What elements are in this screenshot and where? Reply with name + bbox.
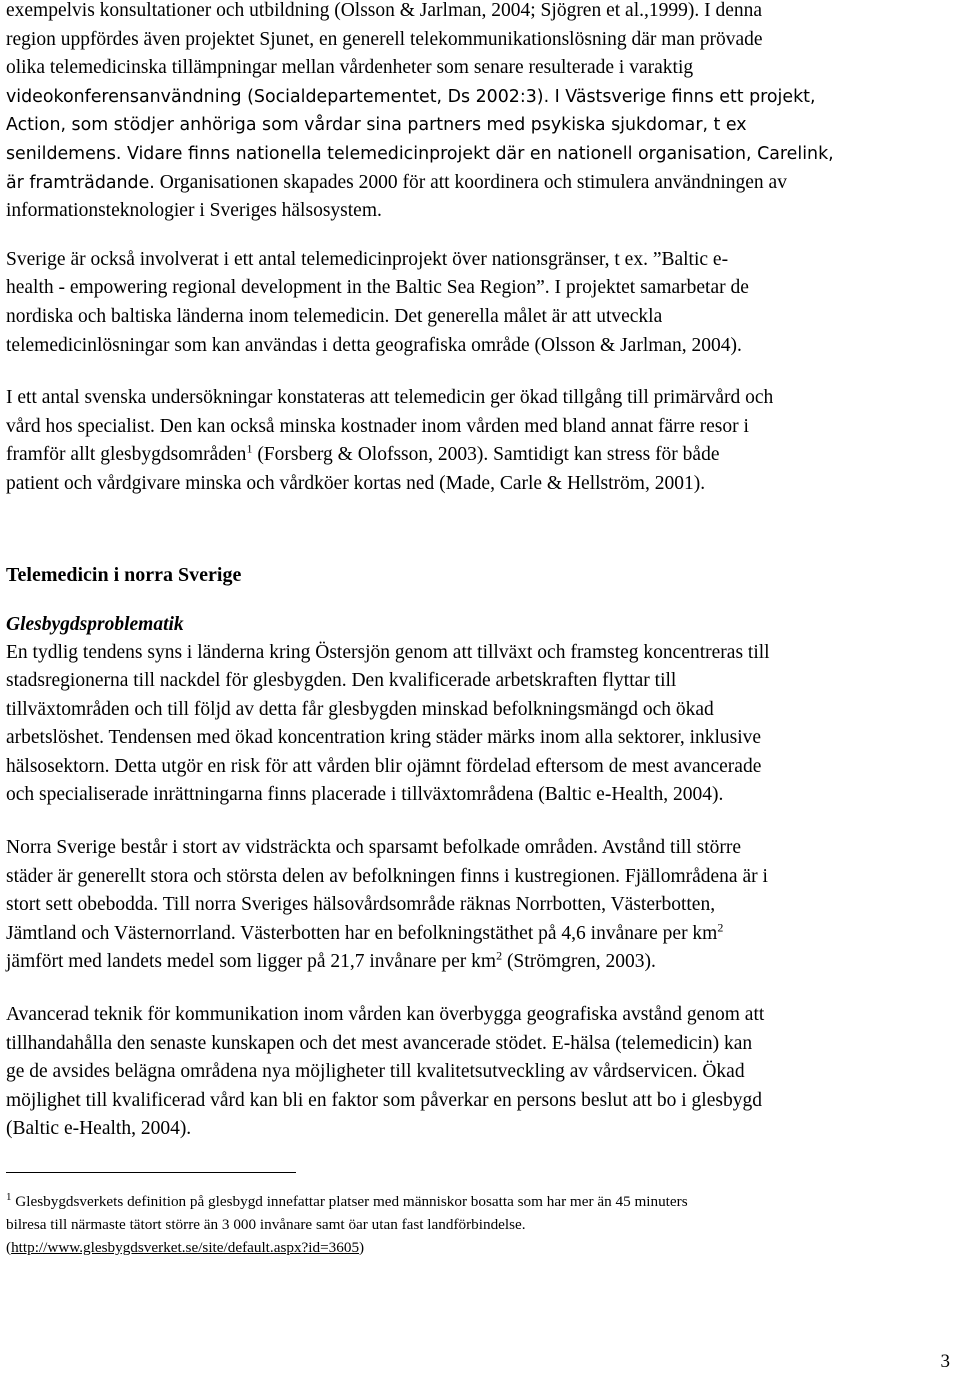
footnote-divider — [6, 1172, 296, 1173]
paragraph-northern-sweden-text-a: Norra Sverige består i stort av vidsträckta och sparsamt befolkade områden. Avstånd till större städer är generellt stora och största delen av befolkningen finns i kustregionen. Fjällområdena är i stort sett obebodda. Till norra Sveriges hälsovårdsområde räknas Norrbotten, Västerbotten, Jämtland och Västernorrland. Västerbotten har en befolkningstäthet på 4,6 invånare per km — [6, 837, 768, 944]
superscript-squared: 2 — [496, 948, 503, 963]
paragraph-surveys — [6, 384, 954, 498]
footnote — [6, 1190, 954, 1259]
footnote-close-paren: ) — [359, 1239, 365, 1256]
footnote-reference: 1 — [246, 441, 253, 456]
subsection-heading: Glesbygdsproblematik — [6, 613, 184, 635]
paragraph-tendency: En tydlig tendens syns i länderna kring Östersjön genom att tillväxt och framsteg koncentreras till stadsregionerna till nackdel för glesbygden. Den kvalificerade arbetskraften flyttar till tillväxtområden och till följd av detta får glesbygden minskad befolkningsmängd och ökad arbetslöshet. Tendensen med ökad koncentration kring städer märks inom alla sektorer, inklusive hälsosektorn. Detta utgör en risk för att vården blir ojämnt fördelad eftersom de mest avancerade och specialiserade inrättningarna finns placerade i tillväxtområdena (Baltic e-Health, 2004). — [6, 641, 770, 806]
paragraph-northern-sweden-text-b: jämfört med landets medel som ligger på 21,7 invånare per km — [6, 951, 497, 973]
paragraph-sjunet-text-c: Organisationen skapades 2000 för att koordinera och stimulera användningen av informationsteknologier i Sveriges hälsosystem. — [6, 171, 787, 222]
paragraph-sjunet-text-a: exempelvis konsultationer och utbildning (Olsson & Jarlman, 2004; Sjögren et al.,1999). I denna region uppfördes även projektet Sjunet, en generell telekommunikationslösning där man prövade olika telemedicinska tillämpningar mellan vårdenheter som senare resulterade i varaktig — [6, 0, 763, 79]
paragraph-northern-sweden — [6, 834, 954, 977]
paragraph-northern-sweden-text-c: (Strömgren, 2003). — [502, 951, 656, 973]
paragraph-surveys-text-a: I ett antal svenska undersökningar konstateras att telemedicin ger ökad tillgång till primärvård och vård hos specialist. Den kan också minska kostnader inom vården med bland annat färre resor i framför allt glesbygdsområden — [6, 387, 774, 466]
paragraph-advanced-technology: Avancerad teknik för kommunikation inom vården kan överbygga geografiska avstånd genom att tillhandahålla den senaste kunskapen och det mest avancerade stödet. E-hälsa (telemedicin) kan ge de avsides belägna områdena nya möjligheter till kvalitetsutveckling av vårdservicen. Ökad möjlighet till kvalificerad vård kan bli en faktor som påverkar en persons beslut att bo i glesbygd (Baltic e-Health, 2004). — [6, 1004, 765, 1140]
document-page — [6, 0, 954, 1372]
footnote-text: Glesbygdsverkets definition på glesbygd innefattar platser med människor bosatta som har mer än 45 minuters bilresa till närmaste tätort större än 3 000 invånare samt öar utan fast landförbindelse. ( — [6, 1193, 688, 1256]
page-number: 3 — [940, 1351, 950, 1372]
footnote-link[interactable]: http://www.glesbygdsverket.se/site/default.aspx?id=3605 — [11, 1239, 360, 1256]
paragraph-surveys-text-b: (Forsberg & Olofsson, 2003). Samtidigt kan stress för både patient och vårdgivare minska och vårdköer kortas ned (Made, Carle & Hellström, 2001). — [6, 444, 720, 494]
footnote-number: 1 — [6, 1190, 12, 1203]
paragraph-sjunet-text-b: videokonferensanvändning (Socialdepartementet, Ds 2002:3). I Västsverige finns ett projekt, Action, som stödjer anhöriga som vårdar sina partners med psykiska sjukdomar, t ex senildemens. Vidare finns nationella telemedicinprojekt där en nationell organisation, Carelink, är framträdande. — [6, 86, 834, 193]
paragraph-sjunet — [6, 0, 954, 226]
section-heading: Telemedicin i norra Sverige — [6, 563, 242, 586]
paragraph-baltic: Sverige är också involverat i ett antal telemedicinprojekt över nationsgränser, t ex. ”Baltic e- health - empowering regional development in the Baltic Sea Region”. I projektet samarbetar de nordiska och baltiska länderna inom telemedicin. Det generella målet är att utveckla telemedicinlösningar som kan användas i detta geografiska område (Olsson & Jarlman, 2004). — [6, 248, 749, 356]
superscript-squared: 2 — [717, 920, 724, 935]
